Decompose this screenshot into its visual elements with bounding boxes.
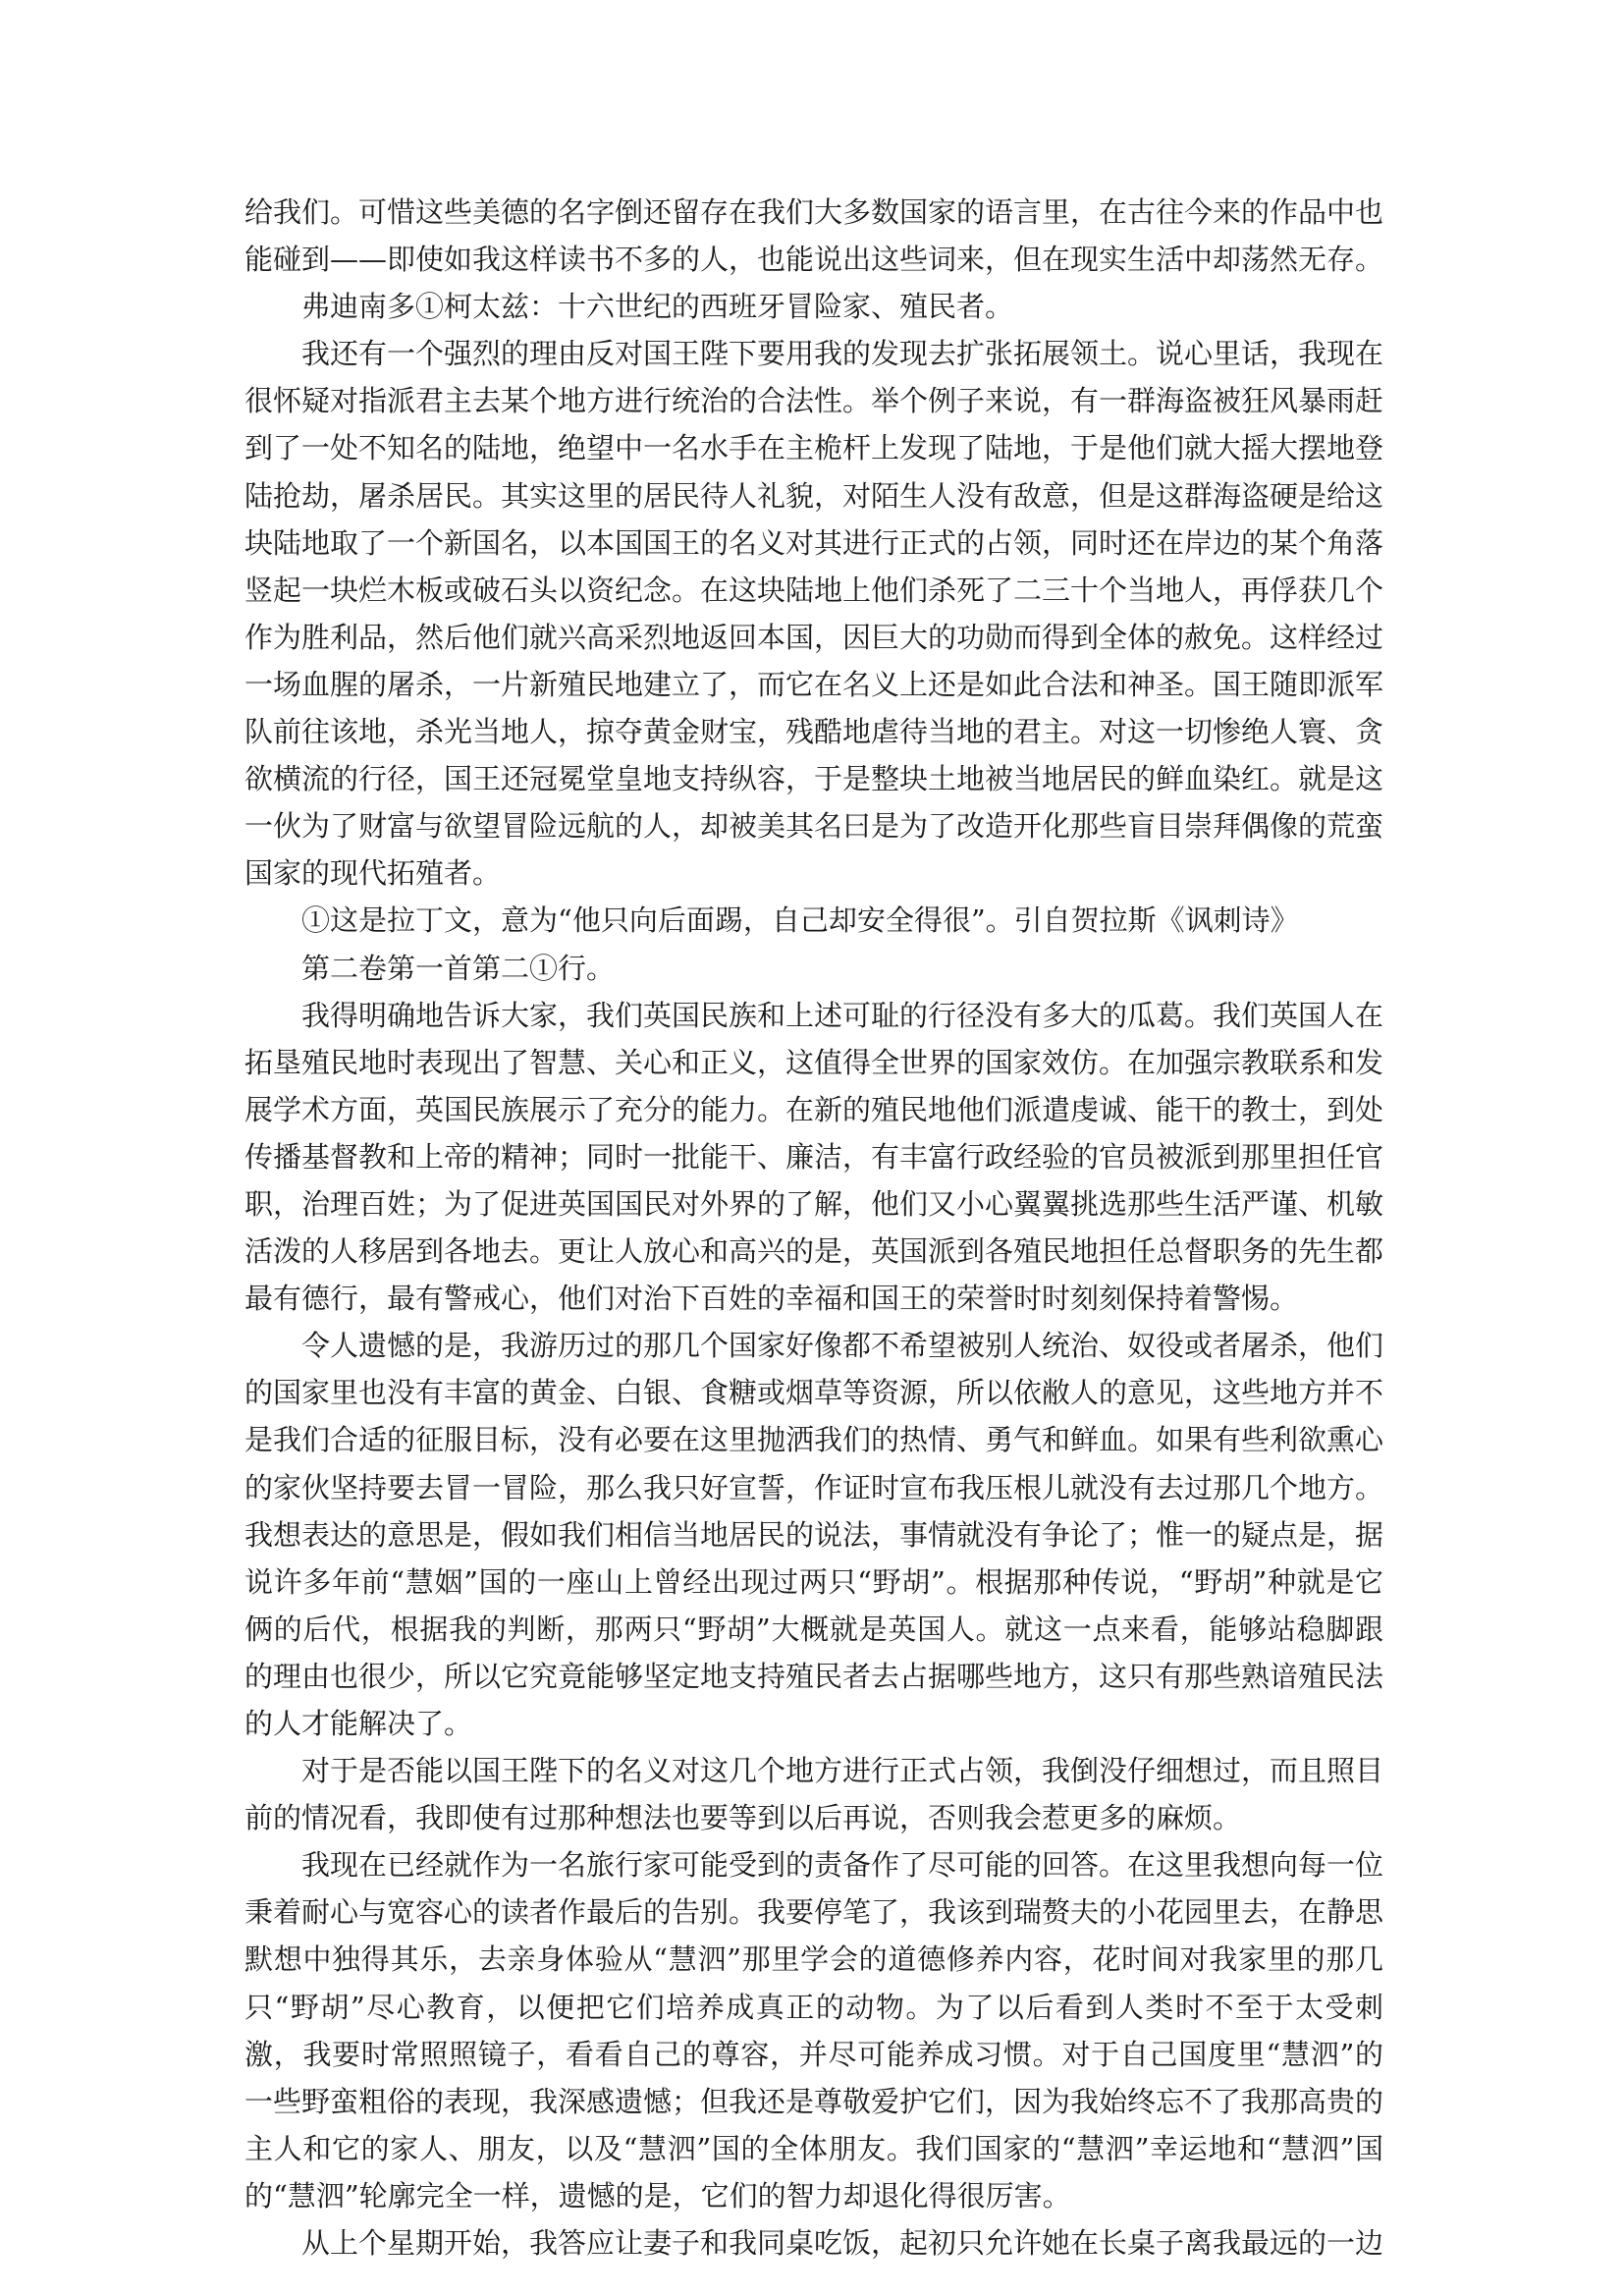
- paragraph-6: 我得明确地告诉大家，我们英国民族和上述可耻的行径没有多大的瓜葛。我们英国人在拓垦殖民地时表现出了智慧、关心和正义，这值得全世界的国家效仿。在加强宗教联系和发展学术方面，英国民族展示了充分的能力。在新的殖民地他们派遣虔诚、能干的教士，到处传播基督教和上帝的精神；同时一批能干、廉洁，有丰富行政经验的官员被派到那里担任官职，治理百姓；为了促进英国国民对外界的了解，他们又小心翼翼挑选那些生活严谨、机敏活泼的人移居到各地去。更让人放心和高兴的是，英国派到各殖民地担任总督职务的先生都最有德行，最有警戒心，他们对治下百姓的幸福和国王的荣誉时时刻刻保持着警惕。: [244, 998, 1384, 1316]
- paragraph-7: 令人遗憾的是，我游历过的那几个国家好像都不希望被别人统治、奴役或者屠杀，他们的国家里也没有丰富的黄金、白银、食糖或烟草等资源，所以依敝人的意见，这些地方并不是我们合适的征服目标，没有必要在这里抛洒我们的热情、勇气和鲜血。如果有些利欲熏心的家伙坚持要去冒一冒险，那么我只好宣誓，作证时宣布我压根儿就没有去过那几个地方。我想表达的意思是，假如我们相信当地居民的说法，事情就没有争论了；惟一的疑点是，据说许多年前“慧姻”国的一座山上曾经出现过两只“野胡”。根据那种传说，“野胡”种就是它俩的后代，根据我的判断，那两只“野胡”大概就是英国人。就这一点来看，能够站稳脚跟的理由也很少，所以它究竟能够坚定地支持殖民者去占据哪些地方，这只有那些熟谙殖民法的人才能解决了。: [244, 1329, 1384, 1740]
- paragraph-10: 从上个星期开始，我答应让妻子和我同桌吃饭，起初只允许她在长桌子离我最远的一边: [301, 2226, 1384, 2261]
- paragraph-8: 对于是否能以国王陛下的名义对这几个地方进行正式占领，我倒没仔细想过，而且照目前的情况看，我即使有过那种想法也要等到以后再说，否则我会惹更多的麻烦。: [244, 1754, 1384, 1835]
- paragraph-3: 我还有一个强烈的理由反对国王陛下要用我的发现去扩张拓展领土。说心里话，我现在很怀疑对指派君主去某个地方进行统治的合法性。举个例子来说，有一群海盗被狂风暴雨赶到了一处不知名的陆地，绝望中一名水手在主桅杆上发现了陆地，于是他们就大摇大摆地登陆抢劫，屠杀居民。其实这里的居民待人礼貌，对陌生人没有敌意，但是这群海盗硬是给这块陆地取了一个新国名，以本国国王的名义对其进行正式的占领，同时还在岸边的某个角落竖起一块烂木板或破石头以资纪念。在这块陆地上他们杀死了二三十个当地人，再俘获几个作为胜利品，然后他们就兴高采烈地返回本国，因巨大的功勋而得到全体的赦免。这样经过一场血腥的屠杀，一片新殖民地建立了，而它在名义上还是如此合法和神圣。国王随即派军队前往该地，杀光当地人，掠夺黄金财宝，残酷地虐待当地的君主。对这一切惨绝人寰、贪欲横流的行径，国王还冠冕堂皇地支持纵容，于是整块土地被当地居民的鲜血染红。就是这一伙为了财富与欲望冒险远航的人，却被美其名曰是为了改造开化那些盲目崇拜偶像的荒蛮国家的现代拓殖者。: [244, 337, 1384, 891]
- paragraph-9: 我现在已经就作为一名旅行家可能受到的责备作了尽可能的回答。在这里我想向每一位秉着耐心与宽容心的读者作最后的告别。我要停笔了，我该到瑞赘夫的小花园里去，在静思默想中独得其乐，去亲身体验从“慧泗”那里学会的道德修养内容，花时间对我家里的那几只“野胡”尽心教育，以便把它们培养成真正的动物。为了以后看到人类时不至于太受刺激，我要时常照照镜子，看看自己的尊容，并尽可能养成习惯。对于自己国度里“慧泗”的一些野蛮粗俗的表现，我深感遗憾；但我还是尊敬爱护它们，因为我始终忘不了我那高贵的主人和它的家人、朋友，以及“慧泗”国的全体朋友。我们国家的“慧泗”幸运地和“慧泗”国的“慧泗”轮廓完全一样，遗憾的是，它们的智力却退化得很厉害。: [244, 1848, 1384, 2213]
- paragraph-5: 第二卷第一首第二①行。: [301, 951, 616, 985]
- paragraph-1: 给我们。可惜这些美德的名字倒还留存在我们大多数国家的语言里，在古往今来的作品中也能碰到——即使如我这样读书不多的人，也能说出这些词来，但在现实生活中却荡然无存。: [244, 195, 1384, 277]
- paragraph-4: ①这是拉丁文，意为“他只向后面踢，自己却安全得很”。引自贺拉斯《讽刺诗》: [301, 903, 1299, 938]
- paragraph-2: 弗迪南多①柯太兹：十六世纪的西班牙冒险家、殖民者。: [301, 290, 1014, 324]
- document-page: [244, 189, 1383, 2267]
